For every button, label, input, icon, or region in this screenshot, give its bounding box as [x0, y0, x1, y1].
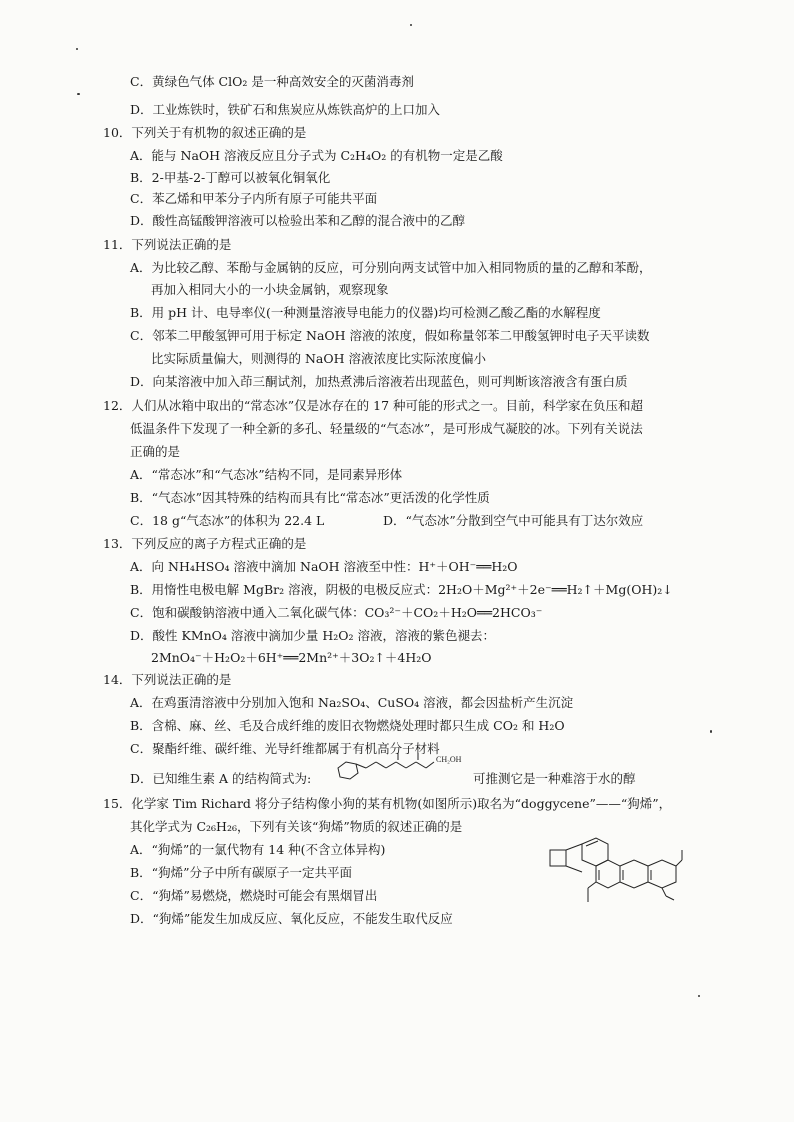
question-15-stem: 15．化学家 Tim Richard 将分子结构像小狗的某有机物(如图所示)取名为“doggycene”——“狗烯”，	[103, 796, 672, 811]
q15-option-b: B．“狗烯”分子中所有碳原子一定共平面	[130, 865, 352, 880]
question-12-stem-cont: 低温条件下发现了一种全新的多孔、轻量级的“气态冰”，是可形成气凝胶的冰。下列有关说法	[130, 421, 643, 436]
scan-speck	[76, 48, 78, 50]
option-line: D．工业炼铁时，铁矿石和焦炭应从炼铁高炉的上口加入	[130, 102, 441, 117]
option-line: C．黄绿色气体 ClO₂ 是一种高效安全的灭菌消毒剂	[130, 74, 414, 89]
q12-option-b: B．“气态冰”因其特殊的结构而具有比“常态冰”更活泼的化学性质	[130, 490, 490, 505]
q13-option-b: B．用惰性电极电解 MgBr₂ 溶液，阴极的电极反应式：2H₂O＋Mg²⁺＋2e⁻══H₂↑＋Mg(OH)₂↓	[130, 582, 673, 597]
q14-option-a: A．在鸡蛋清溶液中分别加入饱和 Na₂SO₄、CuSO₄ 溶液，都会因盐析产生沉淀	[130, 695, 574, 710]
q11-option-a-cont: 再加入相同大小的一小块金属钠，观察现象	[151, 282, 389, 297]
q14-option-d: D．已知维生素 A 的结构简式为:	[130, 771, 312, 786]
q14-option-c: C．聚酯纤维、碳纤维、光导纤维都属于有机高分子材料	[130, 741, 440, 756]
scan-speck	[410, 24, 412, 26]
question-11-stem: 11．下列说法正确的是	[103, 237, 232, 252]
q13-option-d-equation: 2MnO₄⁻＋H₂O₂＋6H⁺══2Mn²⁺＋3O₂↑＋4H₂O	[151, 650, 432, 665]
scan-speck	[77, 93, 80, 95]
q13-option-d: D．酸性 KMnO₄ 溶液中滴加少量 H₂O₂ 溶液，溶液的紫色褪去：	[130, 628, 496, 643]
q15-option-c: C．“狗烯”易燃烧，燃烧时可能会有黑烟冒出	[130, 888, 378, 903]
q11-option-c-cont: 比实际质量偏大，则测得的 NaOH 溶液浓度比实际浓度偏小	[151, 351, 486, 366]
q13-option-a: A．向 NH₄HSO₄ 溶液中滴加 NaOH 溶液至中性：H⁺＋OH⁻══H₂O	[130, 559, 518, 574]
q14-option-b: B．含棉、麻、丝、毛及合成纤维的废旧衣物燃烧处理时都只生成 CO₂ 和 H₂O	[130, 718, 565, 733]
scan-speck	[710, 730, 712, 733]
q10-option-c: C．苯乙烯和甲苯分子内所有原子可能共平面	[130, 191, 378, 206]
doggycene-structure	[548, 830, 698, 910]
q10-option-d: D．酸性高锰酸钾溶液可以检验出苯和乙醇的混合液中的乙醇	[130, 213, 466, 228]
question-13-stem: 13．下列反应的离子方程式正确的是	[103, 536, 307, 551]
question-14-stem: 14．下列说法正确的是	[103, 672, 232, 687]
q12-option-c: C．18 g“气态冰”的体积为 22.4 L	[130, 513, 325, 528]
q11-option-a: A．为比较乙醇、苯酚与金属钠的反应，可分别向两支试管中加入相同物质的量的乙醇和苯酚，	[130, 260, 652, 275]
question-15-stem-cont: 其化学式为 C₂₆H₂₆，下列有关该“狗烯”物质的叙述正确的是	[130, 819, 463, 834]
q15-option-d: D．“狗烯”能发生加成反应、氧化反应，不能发生取代反应	[130, 911, 453, 926]
question-10-stem: 10．下列关于有机物的叙述正确的是	[103, 125, 307, 140]
q12-option-a: A．“常态冰”和“气态冰”结构不同，是同素异形体	[130, 467, 403, 482]
scan-speck	[698, 995, 700, 997]
question-12-stem-cont: 正确的是	[130, 444, 181, 459]
vitamin-a-label: CH₂OH	[436, 755, 462, 764]
vitamin-a-structure	[330, 746, 470, 786]
q11-option-d: D．向某溶液中加入茚三酮试剂，加热煮沸后溶液若出现蓝色，则可判断该溶液含有蛋白质	[130, 374, 628, 389]
q10-option-b: B．2-甲基-2-丁醇可以被氧化铜氧化	[130, 170, 331, 185]
q13-option-c: C．饱和碳酸钠溶液中通入二氧化碳气体：CO₃²⁻＋CO₂＋H₂O══2HCO₃⁻	[130, 605, 543, 620]
q10-option-a: A．能与 NaOH 溶液反应且分子式为 C₂H₄O₂ 的有机物一定是乙酸	[130, 148, 503, 163]
q12-option-d: D．“气态冰”分散到空气中可能具有丁达尔效应	[383, 513, 644, 528]
question-12-stem: 12．人们从冰箱中取出的“常态冰”仅是冰存在的 17 种可能的形式之一。目前，科学家在负压和超	[103, 398, 644, 413]
q14-option-d-cont: 可推测它是一种难溶于水的醇	[473, 771, 636, 786]
q11-option-c: C．邻苯二甲酸氢钾可用于标定 NaOH 溶液的浓度，假如称量邻苯二甲酸氢钾时电子天平读数	[130, 328, 650, 343]
q15-option-a: A．“狗烯”的一氯代物有 14 种(不含立体异构)	[130, 842, 386, 857]
q11-option-b: B．用 pH 计、电导率仪(一种测量溶液导电能力的仪器)均可检测乙酸乙酯的水解程度	[130, 305, 601, 320]
